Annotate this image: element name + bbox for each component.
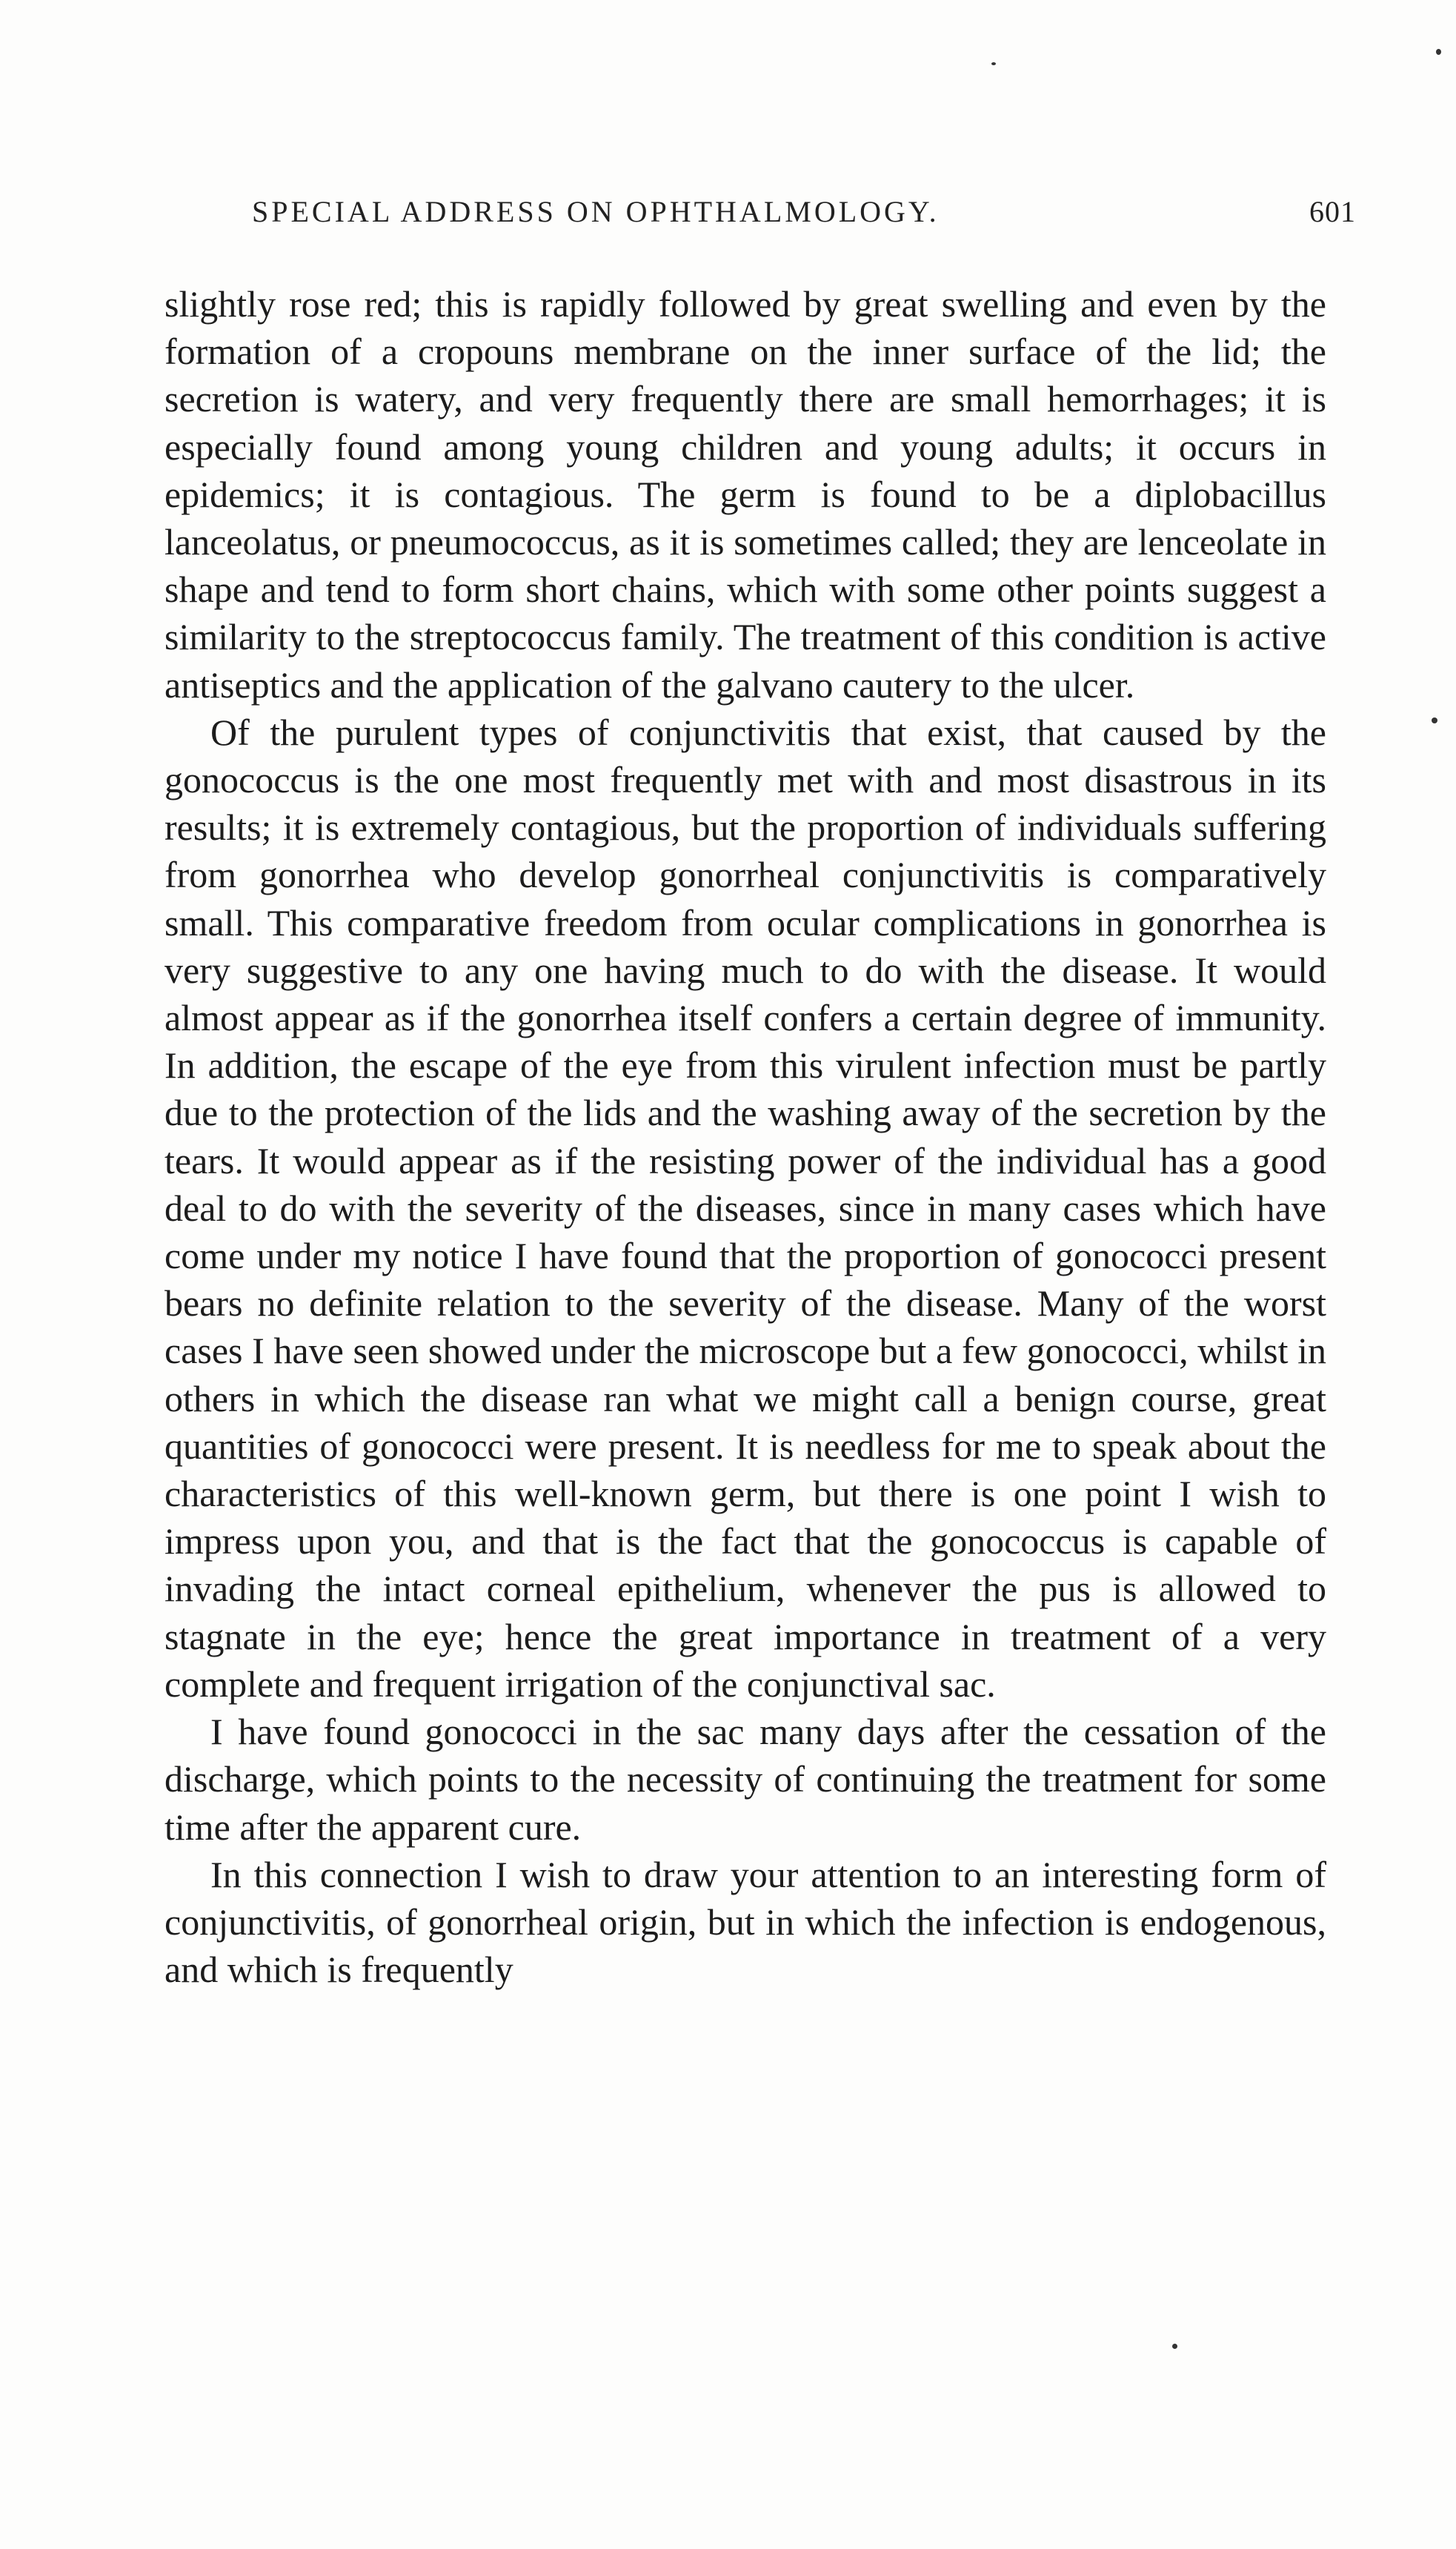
page-number: 601 xyxy=(1309,195,1356,228)
print-speck xyxy=(1432,717,1437,723)
running-header xyxy=(252,194,1356,239)
paragraph-continued: slightly rose red; this is rapidly followed by great swelling and even by the formation of a cropouns membrane on the inner surface of the lid; the secretion is watery, and very frequently there are small hemorrhages; it is especially found among young children and young adults; it occurs in epidemics; it is contagious. The germ is found to be a diplobacillus lanceolatus, or pneumococcus, as it is sometimes called; they are lenceolate in shape and tend to form short chains, which with some other points suggest a similarity to the streptococcus family. The treatment of this condition is active antiseptics and the application of the galvano cautery to the ulcer. xyxy=(164,283,1326,706)
paragraph-continuation-treatment: I have found gonococci in the sac many days after the cessation of the discharge, which points to the necessity of continuing the treatment for some time after the apparent cure. xyxy=(164,1711,1326,1848)
paragraph-gonococcus: Of the purulent types of conjunctivitis that exist, that caused by the gonococcus is the one most frequently met with and most disastrous in its results; it is extremely contagious, but the proportion of individuals suffering from gonorrhea who develop gonorrheal conjunctivitis is comparatively small. This comparative freedom from ocular complications in gonorrhea is very suggestive to any one having much to do with the disease. It would almost appear as if the gonorrhea itself confers a certain degree of immunity. In addition, the escape of the eye from this virulent infection must be partly due to the protection of the lids and the washing away of the secretion by the tears. It would appear as if the resisting power of the individual has a good deal to do with the severity of the diseases, since in many cases which have come under my notice I have found that the proportion of gonococci present bears no definite relation to the severity of the disease. Many of the worst cases I have seen showed under the microscope but a few gonococci, whilst in others in which the disease ran what we might call a benign course, great quantities of gonococci were present. It is needless for me to speak about the characteristics of this well-known germ, but there is one point I wish to impress upon you, and that is the fact that the gonococcus is capable of invading the intact corneal epithelium, whenever the pus is allowed to stagnate in the eye; hence the great importance in treatment of a very complete and frequent irrigation of the conjunctival sac. xyxy=(164,711,1326,1705)
print-speck xyxy=(991,62,996,65)
running-title: SPECIAL ADDRESS ON OPHTHALMOLOGY. xyxy=(252,195,940,228)
paragraph-endogenous: In this connection I wish to draw your attention to an interesting form of conjunctivitis, of gonorrheal origin, but in which the infection is endogenous, and which is frequently xyxy=(164,1853,1326,1991)
print-speck xyxy=(1436,49,1441,55)
body-text xyxy=(164,280,1326,1993)
print-speck xyxy=(1172,2344,1177,2349)
